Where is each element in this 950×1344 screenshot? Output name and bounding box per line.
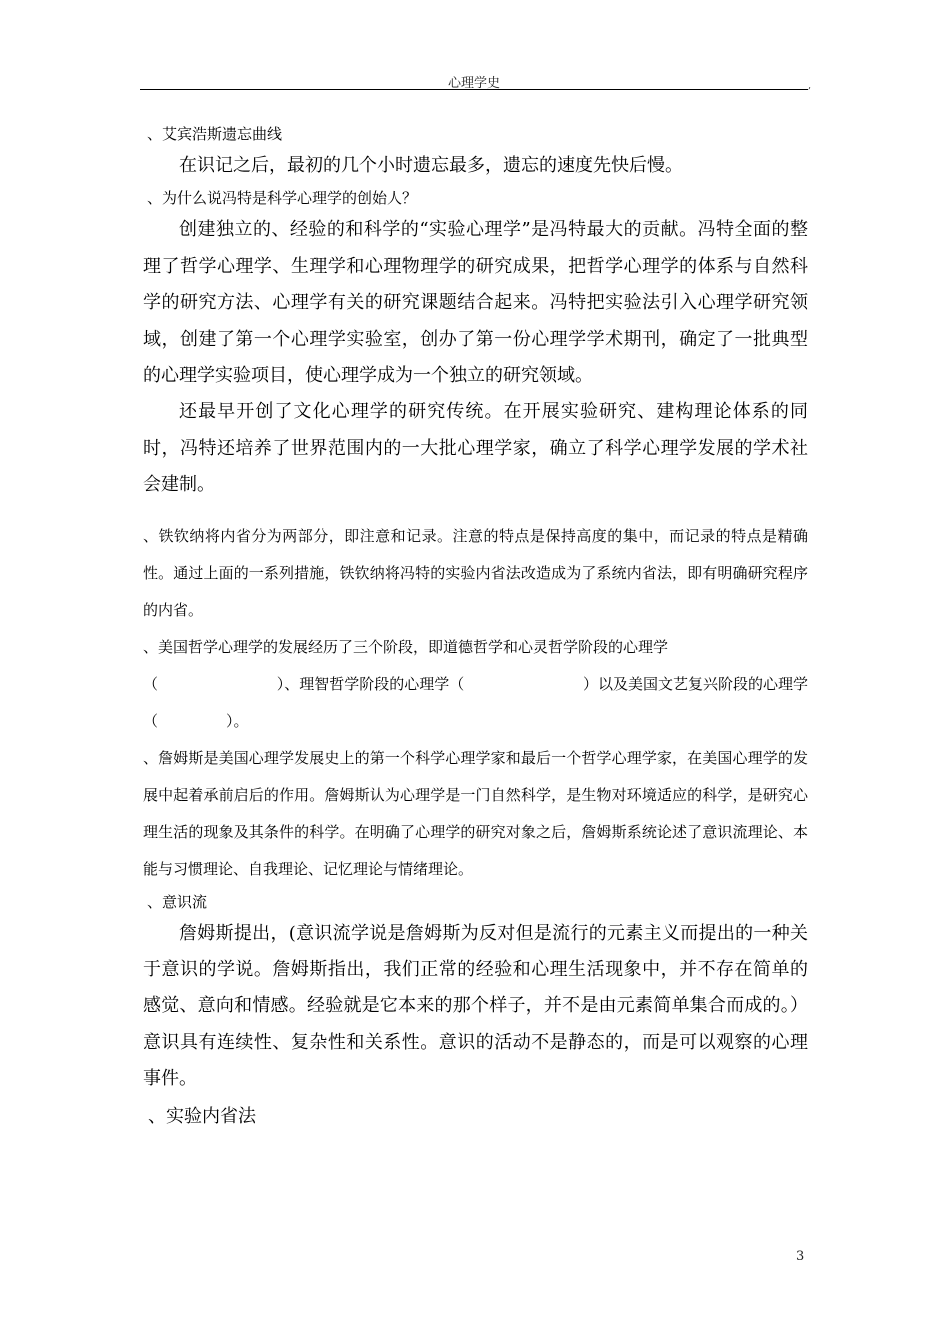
fill-in-text-2c: ）以及美国文艺复兴阶段的心理学 [582,674,808,693]
paragraph-wundt-2: 还最早开创了文化心理学的研究传统。在开展实验研究、建构理论体系的同时，冯特还培养了世界范围内的一大批心理学家，确立了科学心理学发展的学术社会建制。 [143,401,808,496]
fill-in-text-3a: （ [143,711,159,730]
answer-blank [158,703,226,740]
paragraph-titchener: 、铁钦纳将内省分为两部分，即注意和记录。注意的特点是保持高度的集中，而记录的特点是精确性。通过上面的一系列措施，铁钦纳将冯特的实验内省法改造成为了系统内省法，即有明确研究程序的内省。 [143,526,808,619]
fill-in-text-3b: ）。 [226,711,249,730]
fill-in-text-2b: ）、理智哲学阶段的心理学（ [276,674,465,693]
fill-in-question [143,629,808,740]
fill-in-line-2 [143,666,808,703]
section-heading-stream-of-consciousness: 、意识流 [147,892,208,911]
section-heading-ebbinghaus: 、艾宾浩斯遗忘曲线 [147,125,283,143]
fill-in-text-2a: （ [143,674,159,693]
paragraph-stream-of-consciousness: 詹姆斯提出，(意识流学说是詹姆斯为反对但是流行的元素主义而提出的一种关于意识的学说。詹姆斯指出，我们正常的经验和心理生活现象中，并不存在简单的感觉、意向和情感。经验就是它本来的那个样子，并不是由元素简单集合而成的。）意识具有连续性、复杂性和关系性。意识的活动不是静态的，而是可以观察的心理事件。 [143,922,808,1090]
paragraph-wundt-1: 创建独立的、经验的和科学的“实验心理学”是冯特最大的贡献。冯特全面的整理了哲学心理学、生理学和心理物理学的研究成果，把哲学心理学的体系与自然科学的研究方法、心理学有关的研究课题结合起来。冯特把实验法引入心理学研究领域，创建了第一个心理学实验室，创办了第一份心理学学术期刊，确定了一批典型的心理学实验项目，使心理学成为一个独立的研究领域。 [143,219,808,387]
paragraph-james: 、詹姆斯是美国心理学发展史上的第一个科学心理学家和最后一个哲学心理学家，在美国心理学的发展中起着承前启后的作用。詹姆斯认为心理学是一门自然科学，是生物对环境适应的科学，是研究心理生活的现象及其条件的科学。在明确了心理学的研究对象之后，詹姆斯系统论述了意识流理论、本能与习惯理论、自我理论、记忆理论与情绪理论。 [143,748,808,878]
running-header: 心理学史 [447,76,500,91]
header-mark: , [808,80,812,91]
paragraph-ebbinghaus: 在识记之后，最初的几个小时遗忘最多，遗忘的速度先快后慢。 [179,155,683,176]
fill-in-text-1: 、美国哲学心理学的发展经历了三个阶段，即道德哲学和心灵哲学阶段的心理学 [143,637,669,656]
section-heading-introspection: 、实验内省法 [148,1105,256,1127]
page-number: 3 [796,1249,805,1264]
header-rule [140,89,808,90]
fill-in-line-1 [143,629,808,666]
fill-in-line-3 [143,703,808,740]
page-body [143,120,808,1132]
section-heading-wundt: 、为什么说冯特是科学心理学的创始人？ [147,189,418,208]
